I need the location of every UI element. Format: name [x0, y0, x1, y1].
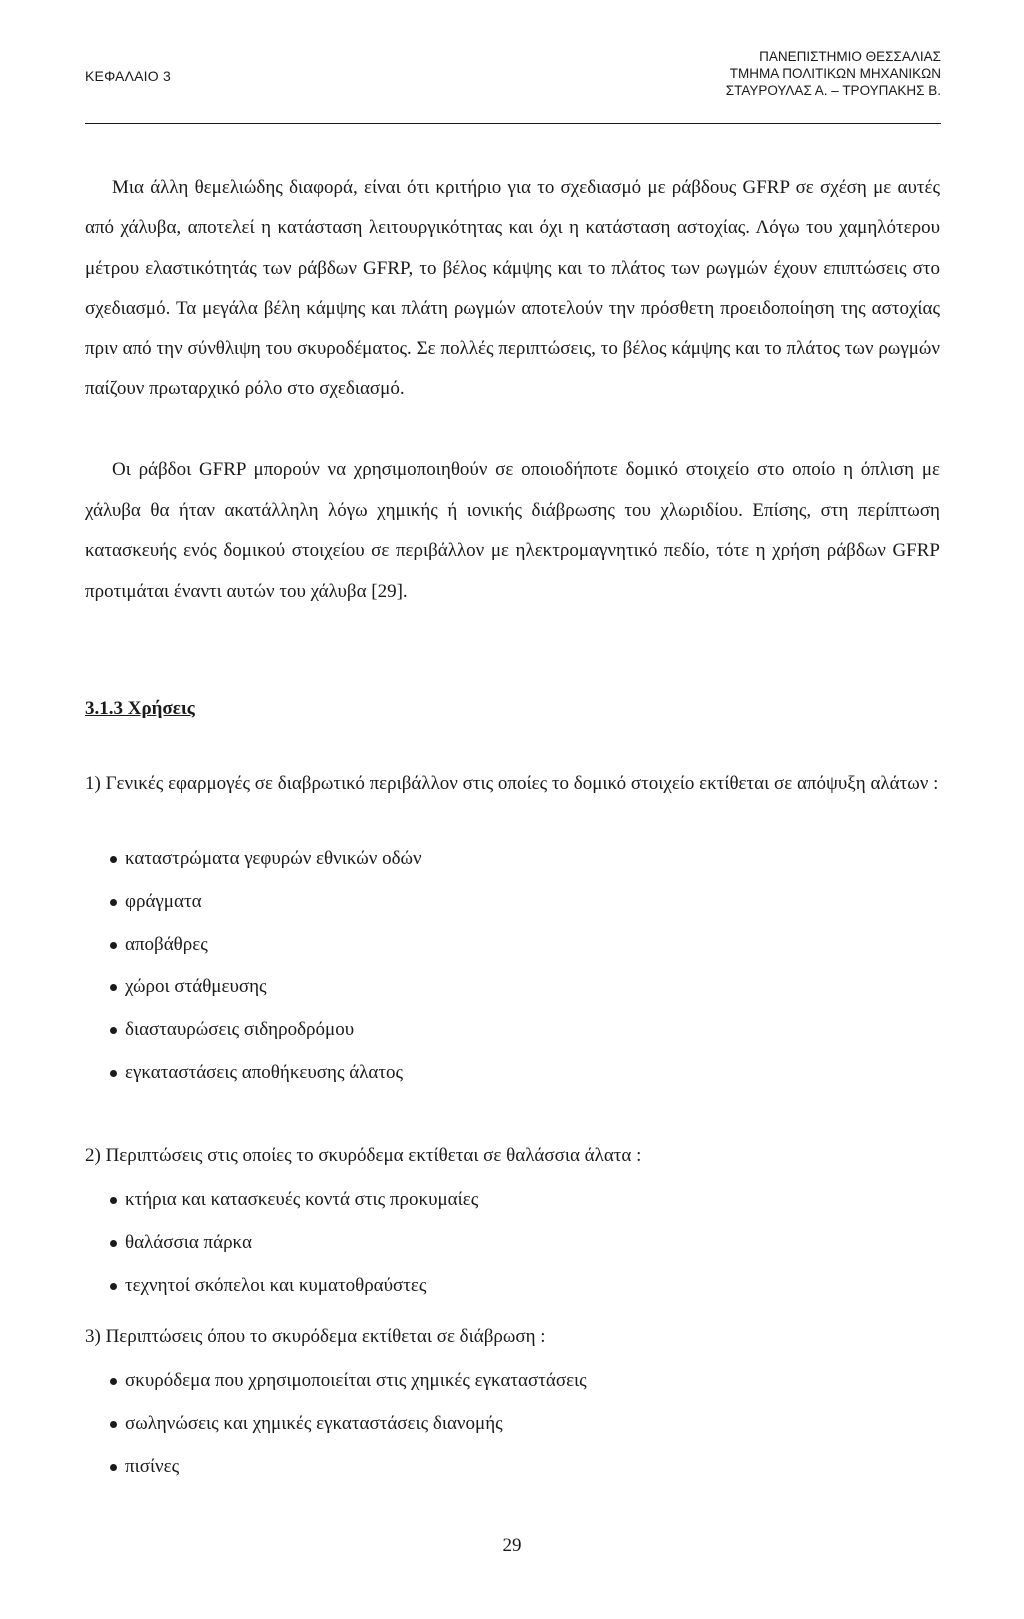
university-name: ΠΑΝΕΠΙΣΤΗΜΙΟ ΘΕΣΣΑΛΙΑΣ: [759, 49, 941, 64]
page-number: 29: [502, 1535, 522, 1556]
section-heading: [85, 698, 195, 720]
list-2: [110, 1185, 478, 1313]
list-3-intro: 3) Περιπτώσεις όπου το σκυρόδεμα εκτίθεται σε διάβρωση :: [85, 1326, 546, 1347]
bullet-icon: [110, 1464, 117, 1471]
bullet-icon: [110, 984, 117, 991]
list-item: εγκαταστάσεις αποθήκευσης άλατος: [110, 1058, 422, 1101]
list-1-intro: 1) Γενικές εφαρμογές σε διαβρωτικό περιβάλλον στις οποίες το δομικό στοιχείο εκτίθεται σε απόψυξη αλάτων :: [85, 773, 939, 794]
bullet-icon: [110, 1027, 117, 1034]
bullet-icon: [110, 1197, 117, 1204]
list-item: καταστρώματα γεφυρών εθνικών οδών: [110, 844, 422, 887]
authors-line: ΣΤΑΥΡΟΥΛΑΣ Α. – ΤΡΟΥΠΑΚΗΣ Β.: [725, 83, 941, 98]
list-item: χώροι στάθμευσης: [110, 972, 422, 1015]
header-institution: [726, 48, 941, 99]
list-1: [110, 844, 422, 1101]
list-3: [110, 1366, 587, 1494]
list-item: τεχνητοί σκόπελοι και κυματοθραύστες: [110, 1271, 478, 1314]
list-item: κτήρια και κατασκευές κοντά στις προκυμαίες: [110, 1185, 478, 1228]
paragraph-1: Μια άλλη θεμελιώδης διαφορά, είναι ότι κριτήριο για το σχεδιασμό με ράβδους GFRP σε σχέση με αυτές από χάλυβα, αποτελεί η κατάσταση λειτουργικότητας και όχι η κατάσταση αστοχίας. Λόγω του χαμηλότερου μέτρου ελαστικότητάς των ράβδων GFRP, το βέλος κάμψης και το πλάτος των ρωγμών έχουν επιπτώσεις στο σχεδιασμό. Τα μεγάλα βέλη κάμψης και πλάτη ρωγμών αποτελούν την πρόσθετη προειδοποίηση της αστοχίας πριν από την σύνθλιψη του σκυροδέματος. Σε πολλές περιπτώσεις, το βέλος κάμψης και το πλάτος των ρωγμών παίζουν πρωταρχικό ρόλο στο σχεδιασμό.: [85, 177, 940, 400]
list-item: διασταυρώσεις σιδηροδρόμου: [110, 1015, 422, 1058]
bullet-icon: [110, 1240, 117, 1247]
paragraph-2: Οι ράβδοι GFRP μπορούν να χρησιμοποιηθούν σε οποιοδήποτε δομικό στοιχείο στο οποίο η όπλιση με χάλυβα θα ήταν ακατάλληλη λόγω χημικής ή ιονικής διάβρωσης του χλωριδίου. Επίσης, στη περίπτωση κατασκευής ενός δομικού στοιχείου σε περιβάλλον με ηλεκτρομαγνητικό πεδίο, τότε η χρήση ράβδων GFRP προτιμάται έναντι αυτών του χάλυβα [29].: [85, 459, 940, 602]
bullet-icon: [110, 1421, 117, 1428]
header-divider: [85, 123, 941, 124]
section-heading-text: 3.1.3 Χρήσεις: [85, 698, 195, 719]
bullet-icon: [110, 1070, 117, 1077]
list-item: φράγματα: [110, 887, 422, 930]
bullet-icon: [110, 942, 117, 949]
list-item: σωληνώσεις και χημικές εγκαταστάσεις διανομής: [110, 1409, 587, 1452]
bullet-icon: [110, 1283, 117, 1290]
bullet-icon: [110, 899, 117, 906]
bullet-icon: [110, 856, 117, 863]
list-2-intro: 2) Περιπτώσεις στις οποίες το σκυρόδεμα εκτίθεται σε θαλάσσια άλατα :: [85, 1145, 642, 1166]
list-item: σκυρόδεμα που χρησιμοποιείται στις χημικές εγκαταστάσεις: [110, 1366, 587, 1409]
list-item: αποβάθρες: [110, 930, 422, 973]
bullet-icon: [110, 1378, 117, 1385]
department-name: ΤΜΗΜΑ ΠΟΛΙΤΙΚΩΝ ΜΗΧΑΝΙΚΩΝ: [729, 66, 941, 81]
chapter-label: ΚΕΦΑΛΑΙΟ 3: [85, 68, 171, 84]
list-item: θαλάσσια πάρκα: [110, 1228, 478, 1271]
list-item: πισίνες: [110, 1452, 587, 1495]
